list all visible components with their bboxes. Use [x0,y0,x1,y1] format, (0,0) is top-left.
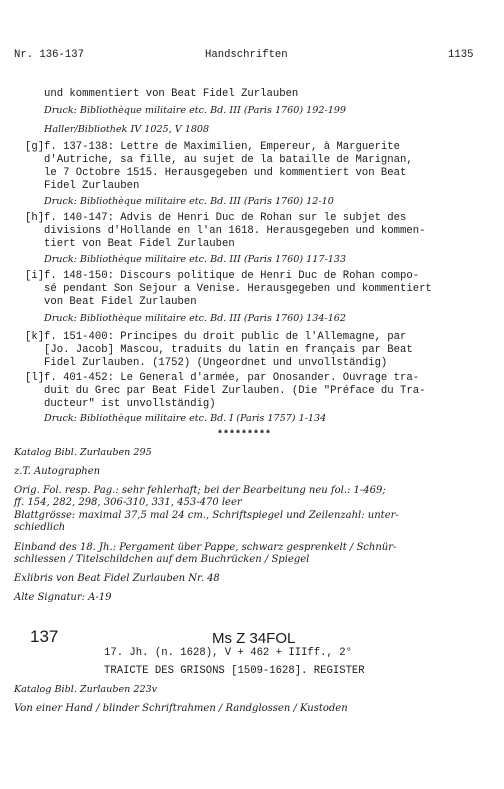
entry-line: [Jo. Jacob] Mascou, traduits du latin en français par Beat [44,344,413,356]
record-katalog: Katalog Bibl. Zurlauben 223v [14,684,158,695]
entry-mark: [h] [25,212,45,224]
format-line: schiedlich [14,522,66,533]
entry-line: Fidel Zurlauben. (1752) (Ungeordnet und unvollständig) [44,357,388,369]
entry-text [44,270,432,309]
entry-druck: Druck: Bibliothèque militaire etc. Bd. III (Paris 1760) 134-162 [44,313,347,324]
entry-druck: Druck: Bibliothèque militaire etc. Bd. III (Paris 1760) 117-133 [44,254,347,265]
foliation-line: ff. 154, 282, 298, 306-310, 331, 453-470 leer [14,497,242,508]
entry-line: f. 401-452: Le General d'armée, par Onosander. Ouvrage tra- [44,372,420,384]
entry-line: Fidel Zurlauben [44,180,140,192]
entry-text [44,212,425,251]
entry-line: f. 137-138: Lettre de Maximilien, Empereur, à Marguerite [44,141,401,153]
entry-line: duit du Grec par Beat Fidel Zurlauben. (Die "Préface du Tra- [44,385,426,397]
binding-line: Einband des 18. Jh.: Pergament über Pappe, schwarz gesprenkelt / Schnür- [14,542,397,553]
format-line: Blattgrösse: maximal 37,5 mal 24 cm., Schriftspiegel und Zeilenzahl: unter- [14,510,399,521]
entry-line: von Beat Fidel Zurlauben [44,296,197,308]
entry-line: tiert von Beat Fidel Zurlauben [44,238,235,250]
entry-line: ducteur" ist unvollständig) [44,398,216,410]
record-hand-note: Von einer Hand / blinder Schriftrahmen / Randglossen / Kustoden [14,703,348,714]
entry-line: d'Autriche, sa fille, au sujet de la bataille de Marignan, [44,154,413,166]
format-note [14,510,399,534]
entry-line: divisions d'Hollande en l'an 1618. Herausgegeben und kommen- [44,225,426,237]
entry-text [44,331,413,370]
record-title: TRAICTE DES GRISONS [1509-1628]. REGISTER [104,665,365,677]
entry-mark: [k] [25,331,45,343]
record-date-line: 17. Jh. (n. 1628), V + 462 + IIIff., 2° [104,647,352,659]
signature-note: Alte Signatur: A-19 [14,592,112,603]
entry-line: f. 140-147: Advis de Henri Duc de Rohan sur le subjet des [44,212,407,224]
binding-note [14,542,396,566]
entry-line: le 7 Octobre 1515. Herausgegeben und kommentiert von Beat [44,167,407,179]
record-signature: Ms Z 34FOL [212,630,296,647]
record-number: 137 [30,627,59,646]
intro-line: und kommentiert von Beat Fidel Zurlauben [44,88,299,100]
exlibris-note: Exlibris von Beat Fidel Zurlauben Nr. 48 [14,573,220,584]
intro-druck: Druck: Bibliothèque militaire etc. Bd. III (Paris 1760) 192-199 [44,105,347,116]
entry-mark: [i] [25,270,45,282]
binding-line: schliessen / Titelschildchen auf dem Buchrücken / Spiegel [14,554,310,565]
entry-text [44,372,425,411]
entry-line: f. 148-150: Discours politique de Henri Duc de Rohan compo- [44,270,420,282]
intro-haller: Haller/Bibliothek IV 1025, V 1808 [44,124,210,135]
header-center: Handschriften [205,49,288,61]
entry-druck: Druck: Bibliothèque militaire etc. Bd. III (Paris 1760) 12-10 [44,196,334,207]
header-left: Nr. 136-137 [14,49,84,61]
entry-mark: [g] [25,141,45,153]
entry-text [44,141,413,193]
page-number: 1135 [448,49,474,61]
section-separator: ********* [217,430,272,441]
entry-line: f. 151-400: Principes du droit public de l'Allemagne, par [44,331,407,343]
entry-druck: Druck: Bibliothèque militaire etc. Bd. I (Paris 1757) 1-134 [44,413,327,424]
autographen-note: z.T. Autographen [14,466,101,477]
foliation-line: Orig. Fol. resp. Pag.: sehr fehlerhaft; bei der Bearbeitung neu fol.: 1-469; [14,485,386,496]
entry-line: sé pendant Son Sejour a Venise. Herausgegeben und kommentiert [44,283,432,295]
katalog-note: Katalog Bibl. Zurlauben 295 [14,447,152,458]
foliation-note [14,485,386,509]
entry-mark: [l] [25,372,45,384]
